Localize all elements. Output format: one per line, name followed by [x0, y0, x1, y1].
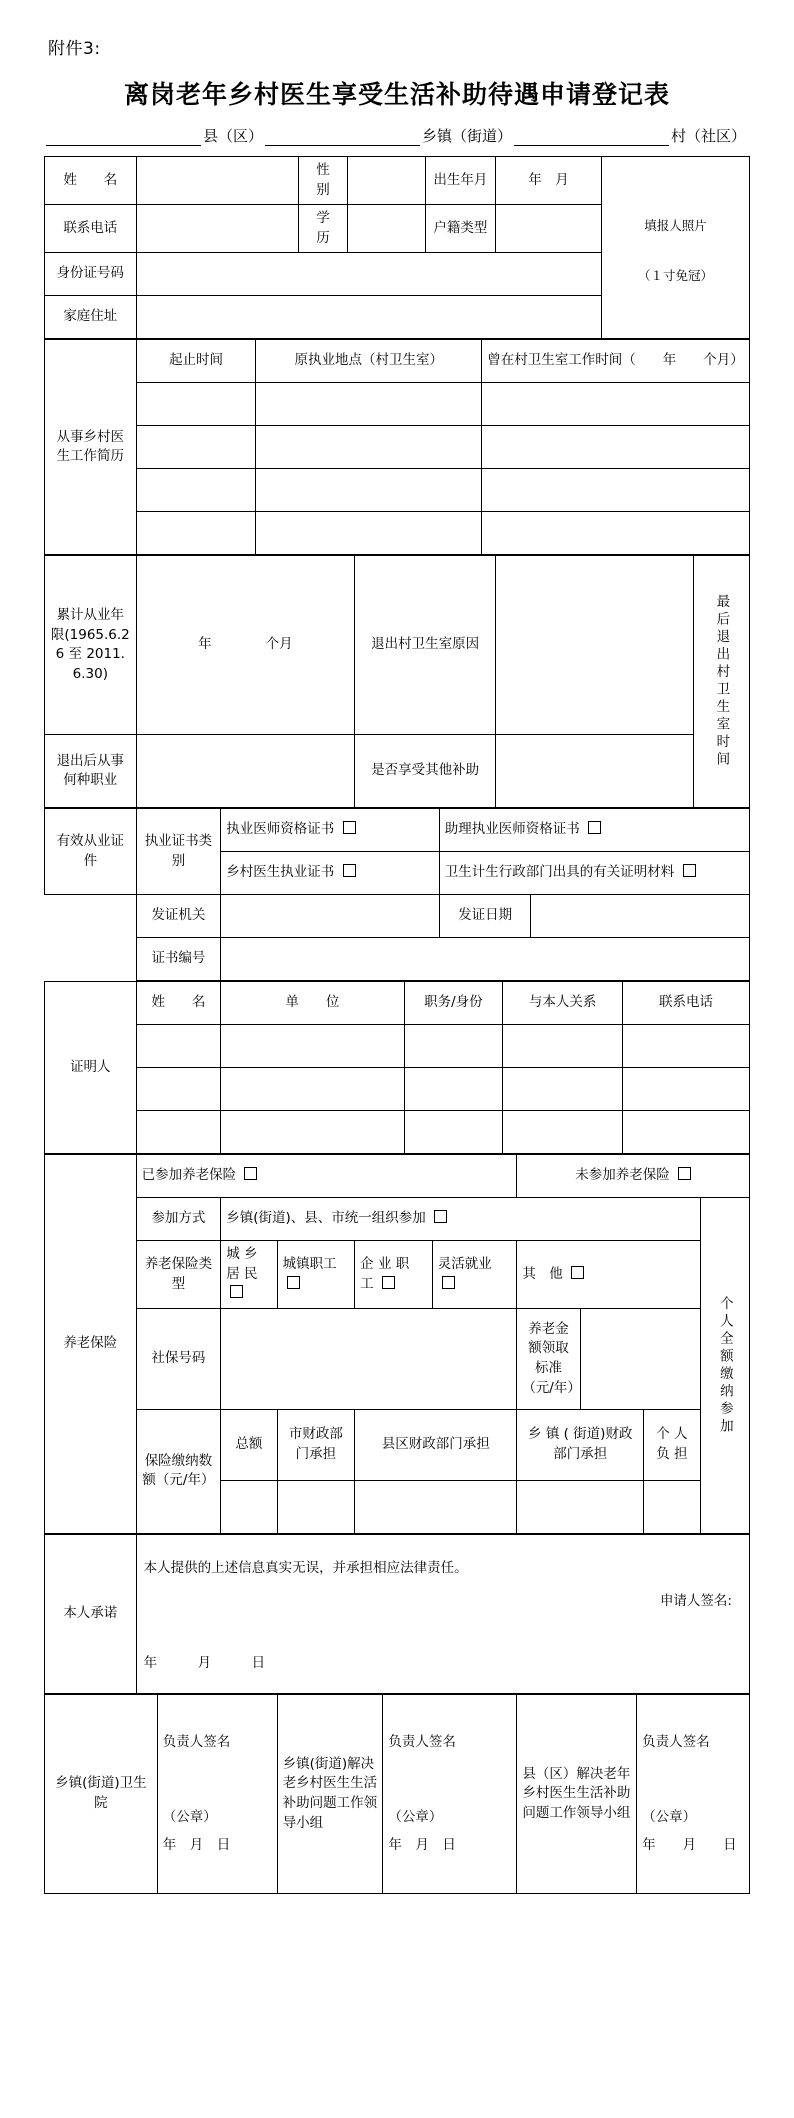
pension-type-urban-worker[interactable] — [277, 1241, 355, 1309]
witness-row-unit[interactable] — [221, 1025, 404, 1068]
pension-section-label: 养老保险 — [45, 1155, 137, 1534]
resume-row-duration[interactable] — [482, 383, 750, 426]
town-blank[interactable] — [265, 129, 420, 146]
cert-no-label: 证书编号 — [136, 938, 221, 981]
years-label: 累计从业年限(1965.6.26 至 2011.6.30) — [45, 556, 137, 735]
checkbox-joined-icon[interactable] — [244, 1167, 257, 1180]
join-way-option-label: 乡镇(街道)、县、市统一组织参加 — [226, 1210, 426, 1227]
witness-row-phone[interactable] — [623, 1068, 750, 1111]
checkbox-join-way-icon[interactable] — [434, 1210, 447, 1223]
household-value[interactable] — [496, 205, 602, 253]
years-table — [44, 555, 750, 808]
resume-table — [44, 339, 750, 555]
id-label: 身份证号码 — [45, 253, 137, 296]
town-group-label: 乡镇(街道)解决老乡村医生生活补助问题工作领导小组 — [277, 1694, 383, 1893]
pay-col-county: 县区财政部门承担 — [355, 1409, 517, 1480]
health-center-label: 乡镇(街道)卫生院 — [45, 1694, 158, 1893]
birth-label: 出生年月 — [425, 157, 496, 205]
county-group-date[interactable]: 年 月 日 — [642, 1836, 737, 1853]
resume-row-period[interactable] — [136, 426, 256, 469]
witness-row-unit[interactable] — [221, 1111, 404, 1154]
self-full-pay-label: 个人全额缴纳参加 — [700, 1198, 749, 1534]
social-no-value[interactable] — [221, 1308, 517, 1409]
health-center-sign-cell[interactable] — [157, 1694, 277, 1893]
license-option-doctor-label: 执业医师资格证书 — [226, 821, 335, 838]
id-value[interactable] — [136, 253, 601, 296]
pension-type-other[interactable] — [517, 1241, 700, 1309]
resume-row-place[interactable] — [256, 512, 482, 555]
resume-section-label: 从事乡村医生工作简历 — [45, 340, 137, 555]
issuer-label: 发证机关 — [136, 895, 221, 938]
witness-row-duty[interactable] — [404, 1111, 503, 1154]
resume-col-duration: 曾在村卫生室工作时间（ 年 个月） — [482, 340, 750, 383]
household-label: 户籍类型 — [425, 205, 496, 253]
phone-value[interactable] — [136, 205, 298, 253]
checkbox-village-icon[interactable] — [343, 864, 356, 877]
address-label: 家庭住址 — [45, 296, 137, 339]
header-location-line — [44, 125, 750, 146]
health-center-date[interactable]: 年 月 日 — [162, 1836, 231, 1853]
county-label: 县（区） — [202, 127, 263, 145]
license-option-doctor[interactable] — [221, 809, 440, 852]
witness-row-relation[interactable] — [503, 1025, 623, 1068]
witness-row-phone[interactable] — [623, 1025, 750, 1068]
education-value[interactable] — [348, 205, 426, 253]
resume-row-duration[interactable] — [482, 512, 750, 555]
gender-label: 性 别 — [298, 157, 347, 205]
pay-value-self[interactable] — [644, 1480, 700, 1533]
after-job-label: 退出后从事何种职业 — [45, 735, 137, 808]
social-no-label: 社保号码 — [136, 1308, 221, 1409]
resume-row-place[interactable] — [256, 469, 482, 512]
pension-not-joined-label: 未参加养老保险 — [575, 1167, 670, 1184]
checkbox-doctor-icon[interactable] — [343, 821, 356, 834]
photo-note: （１寸免冠） — [637, 267, 713, 283]
amount-std-label: 养老金额领取标准（元/年） — [517, 1308, 580, 1409]
pension-table — [44, 1154, 750, 1534]
pension-joined-label: 已参加养老保险 — [141, 1167, 237, 1184]
checkbox-not-joined-icon[interactable] — [678, 1167, 691, 1180]
witness-row-name[interactable] — [136, 1111, 221, 1154]
license-option-assistant-label: 助理执业医师资格证书 — [444, 821, 580, 838]
checkbox-other-icon[interactable] — [571, 1266, 584, 1279]
checkbox-proof-icon[interactable] — [683, 864, 696, 877]
county-group-sign-cell[interactable] — [637, 1694, 750, 1893]
pension-type-flexible-label: 灵活就业 — [437, 1256, 492, 1273]
town-group-seal: （公章） — [388, 1809, 443, 1826]
birth-value[interactable]: 年 月 — [496, 157, 602, 205]
pension-type-label: 养老保险类型 — [136, 1241, 221, 1309]
witness-col-unit: 单 位 — [221, 982, 404, 1025]
checkbox-enterprise-icon[interactable] — [382, 1276, 395, 1289]
join-way-label: 参加方式 — [136, 1198, 221, 1241]
address-value[interactable] — [136, 296, 601, 339]
promise-content[interactable] — [136, 1534, 749, 1693]
pay-col-city: 市财政部门承担 — [277, 1409, 355, 1480]
promise-sign-hint: 申请人签名: — [659, 1593, 732, 1610]
witness-col-phone: 联系电话 — [623, 982, 750, 1025]
pension-type-enterprise-label: 企 业 职 工 — [360, 1256, 410, 1292]
last-quit-time-label: 最后退出村卫生室时间 — [693, 556, 749, 808]
photo-box[interactable] — [601, 157, 749, 339]
other-subsidy-value[interactable] — [496, 735, 693, 808]
witness-col-relation: 与本人关系 — [503, 982, 623, 1025]
gender-value[interactable] — [348, 157, 426, 205]
witness-row-relation[interactable] — [503, 1111, 623, 1154]
pension-joined[interactable] — [136, 1155, 517, 1198]
pension-type-resident-label: 城 乡 居 民 — [226, 1246, 258, 1282]
license-spacer — [45, 895, 137, 981]
checkbox-urban-worker-icon[interactable] — [287, 1276, 300, 1289]
pay-value-county[interactable] — [355, 1480, 517, 1533]
quit-reason-label: 退出村卫生室原因 — [355, 556, 496, 735]
witness-col-duty: 职务/身份 — [404, 982, 503, 1025]
village-label: 村（社区） — [670, 127, 746, 145]
photo-label: 填报人照片 — [644, 217, 707, 233]
county-group-label: 县（区）解决老年乡村医生生活补助问题工作领导小组 — [517, 1694, 637, 1893]
pay-col-total: 总额 — [221, 1409, 277, 1480]
pay-value-total[interactable] — [221, 1480, 277, 1533]
town-group-sign-cell[interactable] — [383, 1694, 517, 1893]
resume-row-period[interactable] — [136, 383, 256, 426]
witness-row-phone[interactable] — [623, 1111, 750, 1154]
witness-col-name: 姓 名 — [136, 982, 221, 1025]
town-group-date[interactable]: 年 月 日 — [388, 1836, 456, 1853]
pay-value-city[interactable] — [277, 1480, 355, 1533]
pay-amount-label: 保险缴纳数额（元/年） — [136, 1409, 221, 1533]
basic-info-table — [44, 156, 750, 339]
license-option-proof[interactable] — [439, 852, 749, 895]
pay-col-self: 个 人 负 担 — [644, 1409, 700, 1480]
pension-type-urban-worker-label: 城镇职工 — [282, 1256, 337, 1273]
promise-text: 本人提供的上述信息真实无误，并承担相应法律责任。 — [143, 1559, 468, 1576]
pay-value-town[interactable] — [517, 1480, 644, 1533]
promise-table — [44, 1534, 750, 1694]
witness-row-duty[interactable] — [404, 1068, 503, 1111]
town-label: 乡镇（街道） — [421, 127, 512, 145]
resume-row-period[interactable] — [136, 512, 256, 555]
county-group-seal: （公章） — [642, 1809, 697, 1826]
pension-type-other-label: 其 他 — [522, 1265, 563, 1282]
witness-row-duty[interactable] — [404, 1025, 503, 1068]
signature-table — [44, 1694, 750, 1894]
resume-col-place: 原执业地点（村卫生室） — [256, 340, 482, 383]
witness-row-relation[interactable] — [503, 1068, 623, 1111]
resume-row-duration[interactable] — [482, 426, 750, 469]
license-option-proof-label: 卫生计生行政部门出具的有关证明材料 — [444, 864, 675, 881]
quit-reason-value[interactable] — [496, 556, 693, 735]
checkbox-flexible-icon[interactable] — [442, 1276, 455, 1289]
pension-type-resident[interactable] — [221, 1241, 277, 1309]
pay-col-town: 乡 镇 ( 街道)财政部门承担 — [517, 1409, 644, 1480]
witness-section-label: 证明人 — [45, 982, 137, 1154]
issuer-value[interactable] — [221, 895, 440, 938]
name-value[interactable] — [136, 157, 298, 205]
county-group-sign-label: 负责人签名 — [642, 1733, 710, 1750]
village-blank[interactable] — [514, 129, 669, 146]
pension-not-joined[interactable] — [517, 1155, 750, 1198]
attachment-label: 附件3: — [48, 39, 101, 59]
license-section-label: 有效从业证件 — [45, 809, 137, 895]
resume-col-period: 起止时间 — [136, 340, 256, 383]
license-option-assistant[interactable] — [439, 809, 749, 852]
after-job-value[interactable] — [136, 735, 355, 808]
witness-row-name[interactable] — [136, 1025, 221, 1068]
health-center-seal: （公章） — [162, 1809, 217, 1826]
join-way-option[interactable] — [221, 1198, 700, 1241]
name-label: 姓 名 — [45, 157, 137, 205]
page-title: 离岗老年乡村医生享受生活补助待遇申请登记表 — [123, 80, 670, 109]
promise-date[interactable]: 年 月 日 — [143, 1654, 266, 1671]
license-option-village[interactable] — [221, 852, 440, 895]
witness-row-unit[interactable] — [221, 1068, 404, 1111]
other-subsidy-label: 是否享受其他补助 — [355, 735, 496, 808]
pension-type-enterprise[interactable] — [355, 1241, 433, 1309]
promise-label: 本人承诺 — [45, 1534, 137, 1693]
witness-table — [44, 981, 750, 1154]
issue-date-label: 发证日期 — [439, 895, 531, 938]
license-option-village-label: 乡村医生执业证书 — [226, 864, 335, 881]
checkbox-assistant-icon[interactable] — [588, 821, 601, 834]
license-type-label: 执业证书类别 — [136, 809, 221, 895]
resume-row-place[interactable] — [256, 426, 482, 469]
town-group-sign-label: 负责人签名 — [388, 1733, 456, 1750]
education-label: 学 历 — [298, 205, 347, 253]
resume-row-place[interactable] — [256, 383, 482, 426]
resume-row-period[interactable] — [136, 469, 256, 512]
license-table — [44, 808, 750, 981]
health-center-sign-label: 负责人签名 — [162, 1733, 231, 1750]
cert-no-value[interactable] — [221, 938, 750, 981]
years-value[interactable]: 年 个月 — [136, 556, 355, 735]
resume-row-duration[interactable] — [482, 469, 750, 512]
witness-row-name[interactable] — [136, 1068, 221, 1111]
checkbox-resident-icon[interactable] — [230, 1285, 243, 1298]
issue-date-value[interactable] — [531, 895, 750, 938]
phone-label: 联系电话 — [45, 205, 137, 253]
pension-type-flexible[interactable] — [432, 1241, 517, 1309]
county-blank[interactable] — [46, 129, 201, 146]
